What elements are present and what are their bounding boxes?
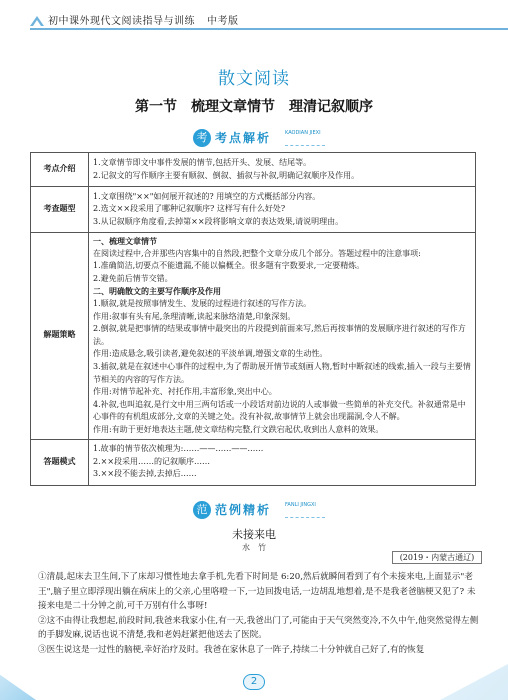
row-label: 考点介绍	[31, 153, 89, 187]
book-logo-icon	[30, 14, 44, 26]
row-content	[89, 439, 476, 485]
essay-paragraph: ①清晨,起床去卫生间,下了床却习惯性地去拿手机,先看下时间是 6:20,然后就瞬间看到了有个未接来电,上面显示"老王",脑子里立即浮现出躺在病床上的父亲,心里咯噔一下,一边回拨电话,一边胡乱地想着,是不是我老爸脑梗又犯了? 未接来电是二十分钟之前,可千万别有什么事呀!	[38, 572, 476, 611]
content-line: 4.补叙,也叫追叙,是行文中用三两句话或一小段话对前边说的人或事做一些简单的补充交代。补叙通常是中心事件的有机组成部分,文章的关键之处。没有补叙,故事情节上就会出现漏洞,令人不解。	[93, 399, 466, 422]
book-title-text: 初中课外现代文阅读指导与训练	[48, 16, 195, 27]
content-line: 一、梳理文章情节	[93, 236, 157, 246]
row-content	[89, 233, 476, 440]
table-row	[31, 153, 476, 187]
banner-dash-line	[285, 145, 325, 146]
header-rule	[30, 28, 508, 30]
key-points-table	[30, 152, 476, 486]
example-badge-icon: 范	[193, 501, 211, 519]
unit-title: 散文阅读	[218, 69, 290, 89]
key-points-heading: 考点解析	[215, 131, 272, 145]
corner-decoration	[440, 664, 508, 700]
examples-heading: 范例精析	[215, 503, 272, 517]
content-line: 2.记叙文的写作顺序主要有顺叙、倒叙、插叙与补叙,明确记叙顺序及作用。	[93, 170, 360, 180]
essay-title: 未接来电	[232, 528, 276, 541]
book-edition: 中考版	[207, 16, 239, 27]
table-row	[31, 233, 476, 440]
content-line: 3.从记叙顺序角度看,去掉第××段将影响文章的表达效果,请说明理由。	[93, 216, 344, 226]
banner-dash-line	[285, 517, 325, 518]
content-line: 作用:造成悬念,吸引读者,避免叙述的平淡单调,增强文章的生动性。	[93, 349, 328, 359]
content-line: 2.倒叙,就是把事情的结果或事情中最突出的片段提到前面来写,然后再按事情的发展顺序进行叙述的写作方法。	[93, 324, 466, 346]
page-header	[0, 0, 508, 44]
key-points-pinyin: KAODIAN JIEXI	[285, 130, 321, 136]
row-content	[89, 187, 476, 233]
content-line: 1.文章情节即文中事件发展的情节,包括开头、发展、结尾等。	[93, 157, 312, 167]
essay-paragraph: ②这不由得让我想起,前段时间,我爸来我家小住,有一天,我爸出门了,可能由于天气突然变冷,不久中午,他突然觉得左侧的手脚发麻,说话也说不清楚,我和老妈赶紧把他送去了医院。	[38, 615, 479, 640]
pencil-badge-icon: 考	[193, 129, 211, 147]
section-title: 第一节 梳理文章情节 理清记叙顺序	[135, 99, 373, 115]
content-line: 1.顺叙,就是按照事情发生、发展的过程进行叙述的写作方法。	[93, 298, 312, 308]
content-line: 作用:对情节起补充、衬托作用,丰富形象,突出中心。	[93, 387, 277, 397]
essay-author: 水 竹	[242, 543, 266, 552]
content-line: 1.文章围绕"××"如何展开叙述的? 用填空的方式概括部分内容。	[93, 191, 321, 201]
content-line: 作用:有助于更好地表达主题,使文章结构完整,行文跌宕起伏,收到出人意料的效果。	[93, 424, 384, 434]
table-row	[31, 439, 476, 485]
content-line: 在阅读过程中,合并那些内容集中的自然段,把整个文章分成几个部分。答题过程中的注意事项:	[93, 248, 421, 258]
corner-decoration	[0, 664, 36, 700]
content-line: 二、明确散文的主要写作顺序及作用	[93, 286, 221, 297]
content-line: 3.××段不能去掉,去掉后……	[93, 469, 197, 479]
content-line: 3.插叙,就是在叙述中心事件的过程中,为了帮助展开情节或刻画人物,暂时中断叙述的线索,插入一段与主要情节相关的内容的写作方法。	[93, 361, 471, 384]
table-row	[31, 187, 476, 233]
key-points-banner	[193, 128, 323, 150]
essay-paragraph: ③医生说这是一过性的脑梗,幸好治疗及时。我爸在家休息了一阵子,持续二十分钟就自己好了,有的恢复	[38, 644, 425, 655]
content-line: 2.避免前后情节交错。	[93, 273, 173, 283]
content-line: 2.选文××段采用了哪种记叙顺序? 这样写有什么好处?	[93, 204, 286, 214]
row-label: 考查题型	[31, 187, 89, 233]
source-tag: (2019・内蒙古通辽)	[392, 551, 482, 564]
content-line: 作用:叙事有头有尾,条理清晰,读起来脉络清楚,印象深刻。	[93, 311, 296, 321]
page-number: 2	[243, 674, 265, 690]
row-label: 答题模式	[31, 439, 89, 485]
essay-body	[38, 570, 480, 657]
content-line: 1.故事的情节依次梳理为:……——……——……	[93, 444, 264, 454]
content-line: 1.准确简洁,切要点不能遗漏,不能以偏概全。很多题有字数要求,一定要精炼。	[93, 261, 365, 271]
row-content	[89, 153, 476, 187]
content-line: 2.××段采用……的记叙顺序……	[93, 456, 211, 466]
examples-pinyin: FANLI JINGXI	[285, 502, 316, 508]
book-title	[48, 12, 239, 27]
examples-banner	[193, 500, 323, 522]
row-label: 解题策略	[31, 233, 89, 440]
